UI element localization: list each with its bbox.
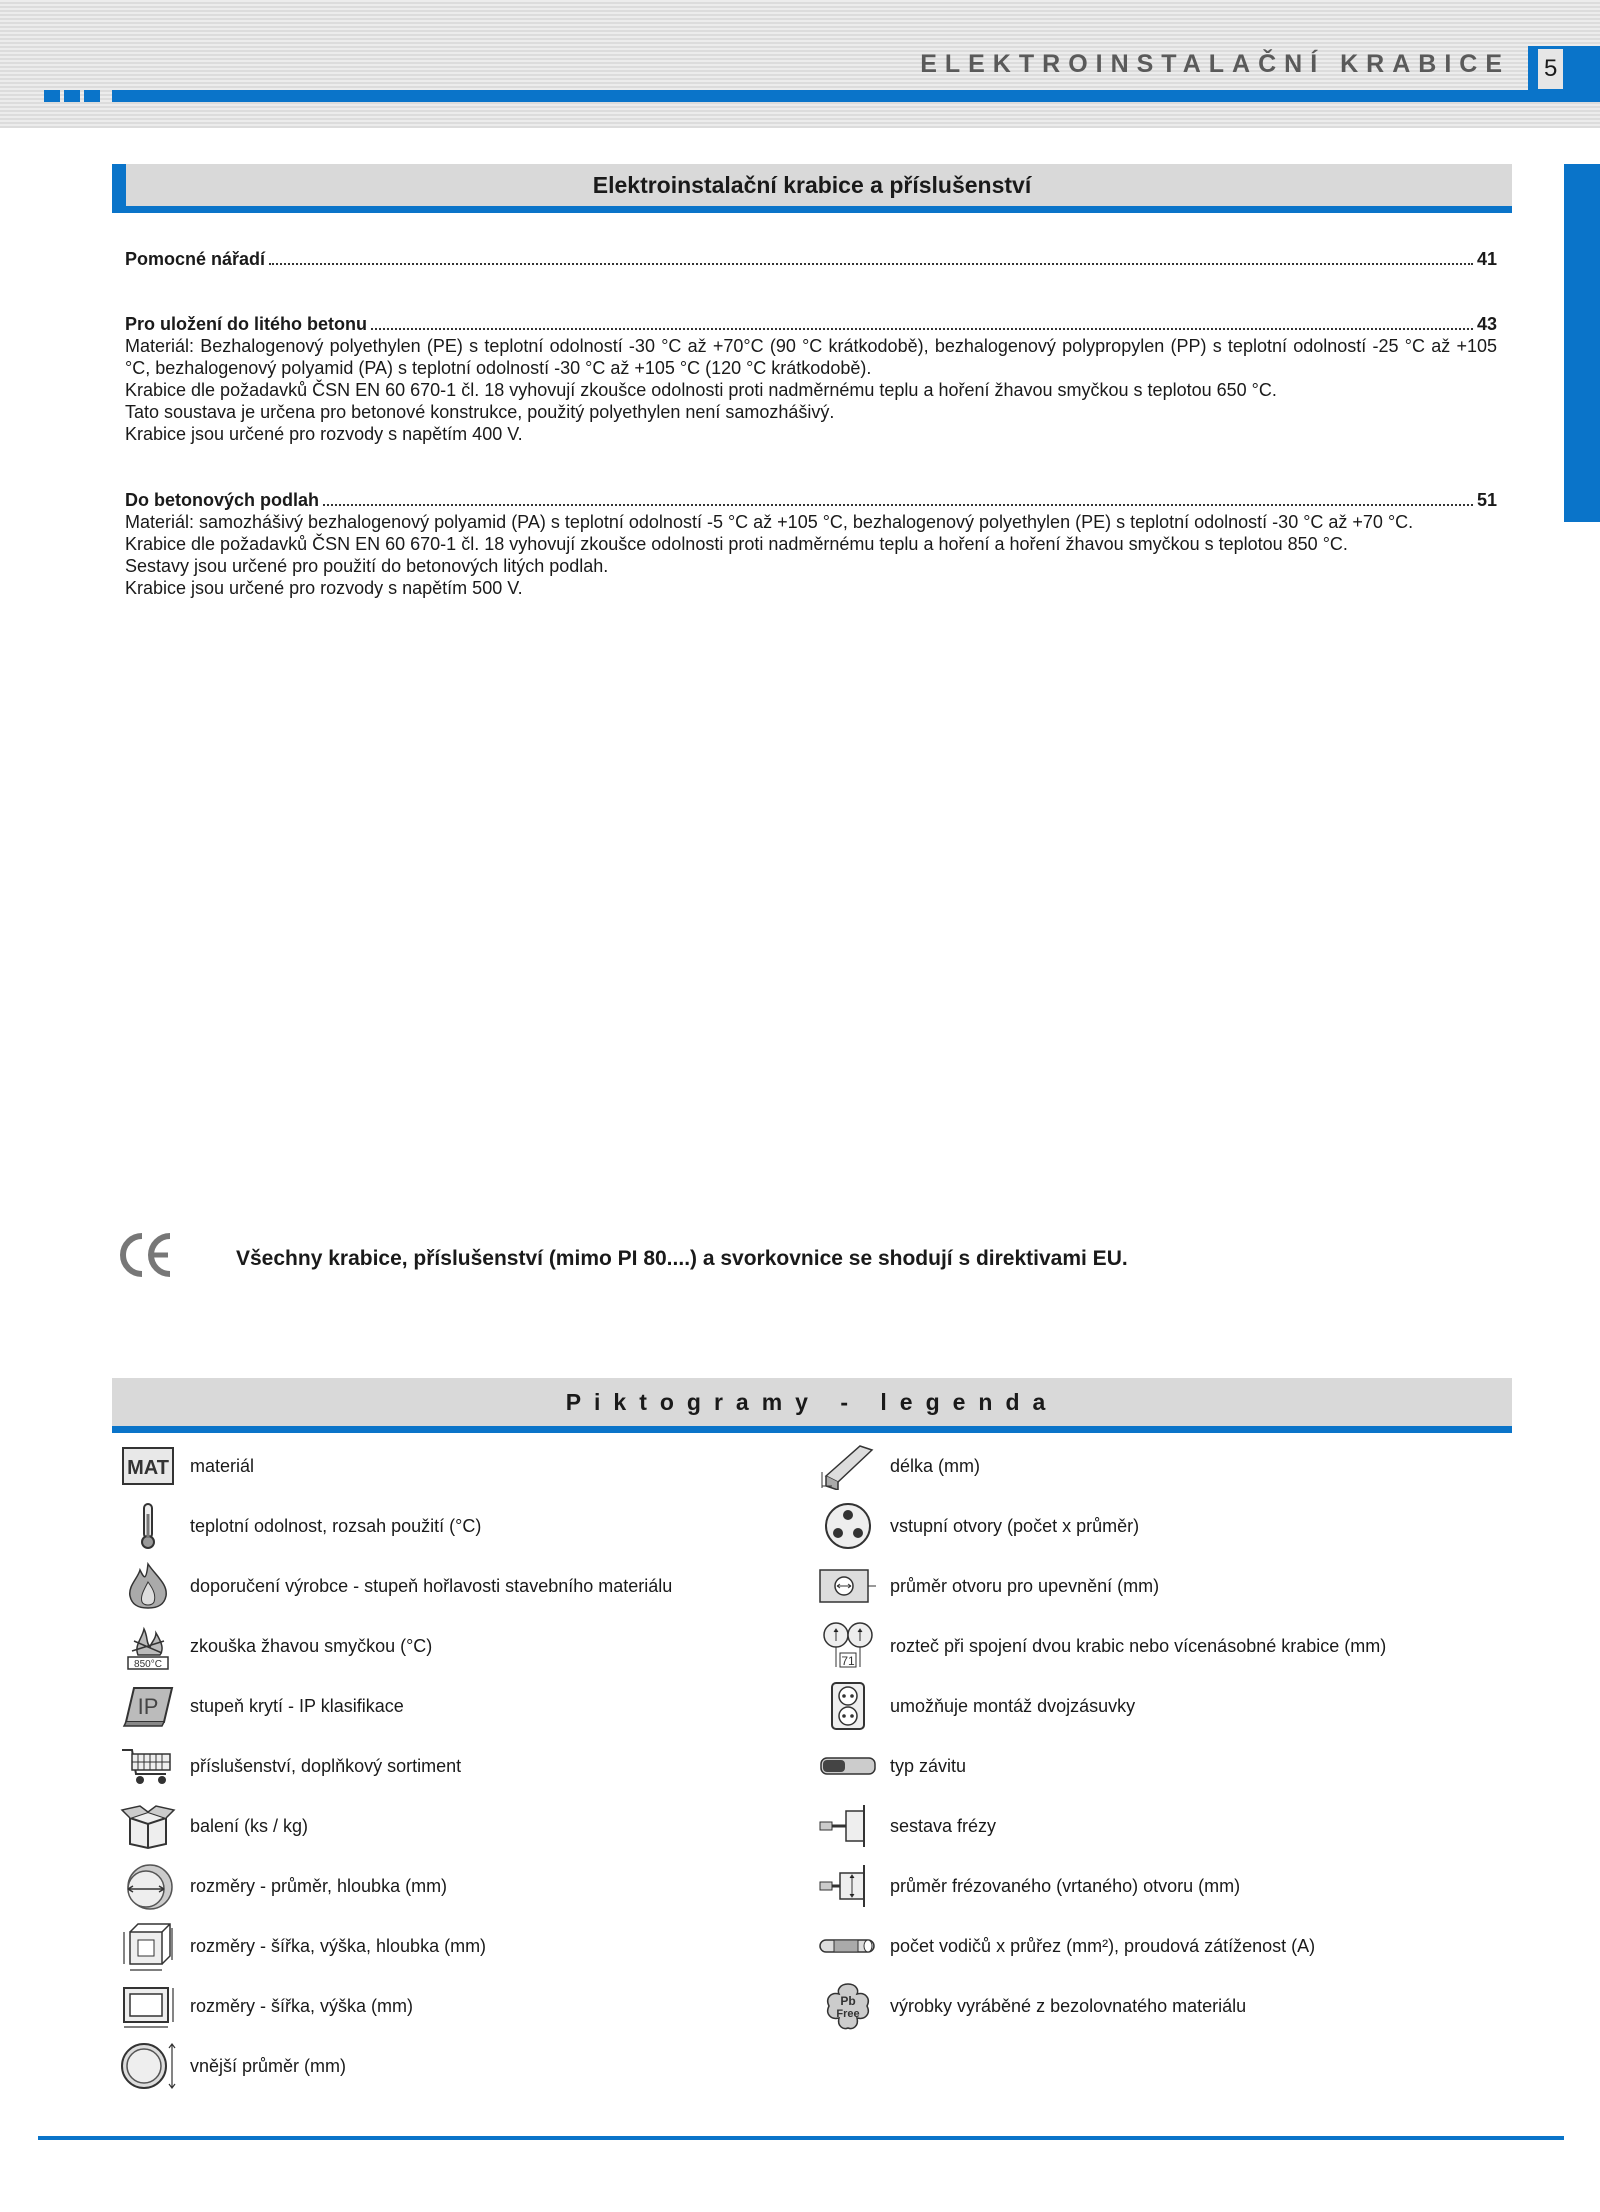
cutter-set-icon xyxy=(818,1801,878,1851)
entry-text: Krabice jsou určené pro rozvody s napětím 500 V. xyxy=(125,578,523,598)
drilled-hole-icon xyxy=(818,1861,878,1911)
entry-text: Sestavy jsou určené pro použití do betonových litých podlah. xyxy=(125,556,609,576)
header-square xyxy=(64,90,80,102)
side-tab xyxy=(1564,164,1600,522)
rect-dimension-icon xyxy=(120,1982,176,2030)
toc-title: Do betonových podlah xyxy=(125,490,320,510)
svg-text:Free: Free xyxy=(836,2008,860,2020)
section-title: Elektroinstalační krabice a příslušenství xyxy=(592,171,1032,198)
pb-free-icon xyxy=(821,1980,875,2032)
ce-mark-icon xyxy=(118,1230,178,1280)
legend-item xyxy=(118,1860,448,1912)
legend-item xyxy=(118,1920,487,1972)
legend-title: Piktogramy - legenda xyxy=(565,1388,1059,1415)
legend-item xyxy=(818,1920,1316,1972)
thread-icon xyxy=(819,1754,877,1778)
cart-icon xyxy=(120,1744,176,1788)
legend-label: průměr frézovaného (vrtaného) otvoru (mm) xyxy=(890,1875,1241,1896)
legend-label: balení (ks / kg) xyxy=(190,1815,309,1836)
legend-label: rozměry - šířka, výška (mm) xyxy=(190,1995,413,2016)
flame-icon xyxy=(126,1562,170,1610)
svg-text:Pb: Pb xyxy=(840,1994,856,2008)
entry-holes-icon xyxy=(823,1501,873,1551)
legend-item xyxy=(118,1500,482,1552)
legend-label: rozměry - průměr, hloubka (mm) xyxy=(190,1875,448,1896)
section-title-bar xyxy=(112,164,1512,213)
legend-label: doporučení výrobce - stupeň hořlavosti stavebního materiálu xyxy=(190,1575,673,1596)
legend-item xyxy=(118,1680,404,1732)
toc-page: 51 xyxy=(1476,490,1497,510)
mat-icon xyxy=(121,1446,175,1486)
pitch-icon xyxy=(818,1621,878,1671)
svg-text:MAT: MAT xyxy=(127,1457,169,1479)
legend-label: délka (mm) xyxy=(890,1455,981,1476)
legend-item xyxy=(818,1620,1387,1672)
entry-text: Materiál: samozhášivý bezhalogenový polyamid (PA) s teplotní odolností -5 °C až +105 °C, bezhalogenový polyethylen (PE) s teplotní odolností -30 °C až +70 °C. xyxy=(125,512,1414,532)
header-title: ELEKTROINSTALAČNÍ KRABICE xyxy=(920,50,1510,78)
entry-text: Krabice jsou určené pro rozvody s napětím 400 V. xyxy=(125,424,523,444)
entry-text: Krabice dle požadavků ČSN EN 60 670-1 čl. 18 vyhovují zkoušce odolnosti proti nadměrnému teplu a hoření žhavou smyčkou s teplotou 650 °C. xyxy=(125,380,1277,400)
ip-icon xyxy=(120,1684,176,1728)
thermometer-icon xyxy=(138,1502,158,1550)
svg-text:IP: IP xyxy=(137,1694,159,1719)
length-icon xyxy=(820,1442,876,1490)
legend-item xyxy=(118,1980,413,2032)
mounting-hole-icon xyxy=(818,1566,878,1606)
toc-page: 41 xyxy=(1476,249,1497,269)
svg-text:71: 71 xyxy=(841,1654,855,1668)
legend-item xyxy=(818,1560,1160,1612)
legend-label: zkouška žhavou smyčkou (°C) xyxy=(190,1635,433,1656)
footer-line xyxy=(38,2136,1564,2140)
legend-item xyxy=(118,1620,433,1672)
cube-dimension-icon xyxy=(120,1920,176,1972)
page-number: 5 xyxy=(1538,49,1563,89)
legend-label: teplotní odolnost, rozsah použití (°C) xyxy=(190,1515,482,1536)
toc-entry xyxy=(125,313,1497,445)
toc-line[interactable] xyxy=(125,248,1497,270)
legend-item xyxy=(118,2040,347,2092)
legend-item xyxy=(118,1740,462,1792)
legend-label: vnější průměr (mm) xyxy=(190,2055,347,2076)
double-socket-icon xyxy=(828,1681,868,1731)
legend-label: rozměry - šířka, výška, hloubka (mm) xyxy=(190,1935,487,1956)
legend-label: sestava frézy xyxy=(890,1815,997,1836)
toc-title: Pomocné nářadí xyxy=(125,249,266,269)
legend-label: průměr otvoru pro upevnění (mm) xyxy=(890,1575,1160,1596)
legend-label: materiál xyxy=(190,1455,255,1476)
circle-dimension-icon xyxy=(120,1861,176,1911)
header-square xyxy=(44,90,60,102)
legend-label: vstupní otvory (počet x průměr) xyxy=(890,1515,1140,1536)
legend-item xyxy=(818,1740,967,1792)
legend-item xyxy=(818,1800,997,1852)
toc-entry xyxy=(125,248,1497,270)
legend-label: rozteč při spojení dvou krabic nebo vícenásobné krabice (mm) xyxy=(890,1635,1387,1656)
box-icon xyxy=(120,1802,176,1850)
legend-item xyxy=(118,1440,255,1492)
legend-label: umožňuje montáž dvojzásuvky xyxy=(890,1695,1136,1716)
legend-label: typ závitu xyxy=(890,1755,967,1776)
legend-item xyxy=(818,1680,1136,1732)
entry-text: Tato soustava je určena pro betonové konstrukce, použitý polyethylen není samozhášivý. xyxy=(125,402,835,422)
legend-item xyxy=(818,1980,1247,2032)
glow-wire-icon xyxy=(124,1621,172,1671)
entry-text: Materiál: Bezhalogenový polyethylen (PE) s teplotní odolností -30 °C až +70°C (90 °C krátkodobě), bezhalogenový polypropylen (PP) s teplotní odolností -25 °C až +105 °C, bezhalogenový polyamid (PA) s teplotní odolností -30 °C až +105 °C (120 °C krátkodobě). xyxy=(125,336,1497,378)
toc-page: 43 xyxy=(1476,314,1497,334)
outer-diameter-icon xyxy=(120,2040,176,2092)
legend-item xyxy=(118,1800,309,1852)
cable-icon xyxy=(818,1934,878,1958)
legend-item xyxy=(118,1560,673,1612)
svg-text:850°C: 850°C xyxy=(134,1659,162,1670)
legend-item xyxy=(818,1500,1140,1552)
toc-line[interactable] xyxy=(125,489,1497,511)
toc-title: Pro uložení do litého betonu xyxy=(125,314,367,334)
legend-item xyxy=(818,1440,981,1492)
legend-item xyxy=(818,1860,1241,1912)
legend-label: počet vodičů x průřez (mm²), proudová zátíženost (A) xyxy=(890,1935,1316,1956)
legend-label: stupeň krytí - IP klasifikace xyxy=(190,1695,404,1716)
toc-entry xyxy=(125,489,1497,599)
entry-text: Krabice dle požadavků ČSN EN 60 670-1 čl. 18 vyhovují zkoušce odolnosti proti nadměrnému teplu a hoření a hoření žhavou smyčkou s teplotou 850 °C. xyxy=(125,534,1348,554)
page-number-tab xyxy=(1528,46,1600,92)
legend-title-bar xyxy=(112,1378,1512,1433)
legend-label: příslušenství, doplňkový sortiment xyxy=(190,1755,462,1776)
toc-line[interactable] xyxy=(125,313,1497,335)
header-square xyxy=(84,90,100,102)
legend-label: výrobky vyráběné z bezolovnatého materiálu xyxy=(890,1995,1247,2016)
ce-notice: Všechny krabice, příslušenství (mimo PI 80....) a svorkovnice se shodují s direktivami EU. xyxy=(236,1247,1128,1270)
header-bar xyxy=(112,90,1600,102)
